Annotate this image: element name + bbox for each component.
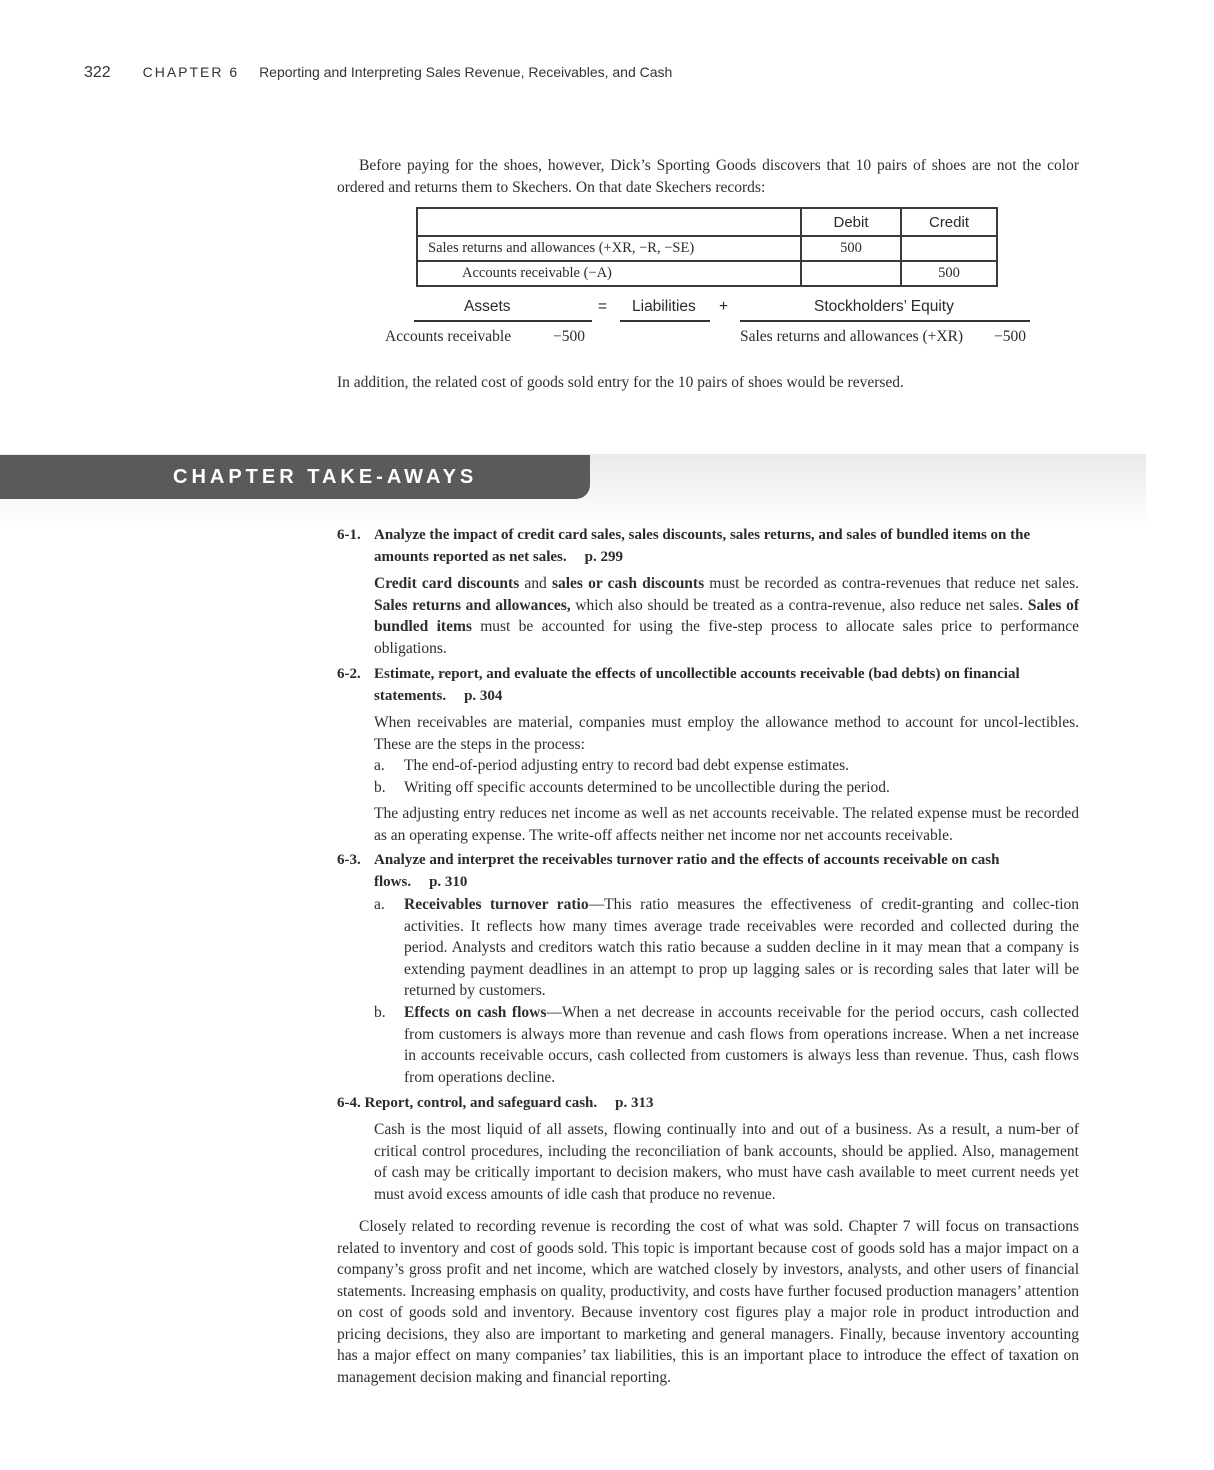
journal-debit: 500 <box>801 236 901 261</box>
reversal-note: In addition, the related cost of goods sold entry for the 10 pairs of shoes would be reversed. <box>337 374 904 391</box>
page-reference: p. 310 <box>429 873 468 890</box>
journal-credit: 500 <box>901 261 997 286</box>
credit-header: Credit <box>901 208 997 236</box>
list-marker: b. <box>374 779 386 796</box>
chapter-label: CHAPTER 6 <box>142 64 240 80</box>
equation-plus: + <box>719 298 729 315</box>
objective-number: 6-1. <box>337 527 361 543</box>
journal-header-row <box>417 208 997 236</box>
chapter-title: Reporting and Interpreting Sales Revenue, Receivables, and Cash <box>259 64 673 80</box>
journal-row <box>417 236 997 261</box>
objective-heading-6-1 <box>337 525 1079 568</box>
objective-title: Estimate, report, and evaluate the effects of uncollectible accounts receivable (bad debts) on financial <box>374 666 1020 682</box>
list-text: —This ratio measures the effectiveness of credit-granting and collec-tion activities. It reflects how many times average trade receivables were recorded and collected during the period. Analysts and creditors watch this ratio because a sudden decline in it may mean that a company is extending payment deadlines in an attempt to prop up lagging sales or is recording sales that later will be returned by customers. <box>404 896 1079 999</box>
closing-paragraph: Closely related to recording revenue is recording the cost of what was sold. Chapter 7 will focus on transactions related to inventory and cost of goods sold. This topic is important because cost of goods sold has a major impact on a company’s gross profit and net income, which are watched closely by investors, analysts, and other users of financial statements. Increasing emphasis on quality, productivity, and costs have further focused production managers’ attention on cost of goods sold and inventory. Because inventory cost figures play a major role in product introduction and pricing decisions, they also are important to marketing and general managers. Finally, because inventory accounting has a major effect on many companies’ tax liabilities, this is an important place to introduce the effect of taxation on management decision making and financial reporting. <box>337 1218 1079 1386</box>
objective-heading-6-3 <box>337 850 1079 893</box>
equation-equity-header: Stockholders’ Equity <box>814 298 954 315</box>
equation-assets-header: Assets <box>464 298 511 315</box>
journal-entry-table <box>416 207 998 287</box>
objective-title: Analyze and interpret the receivables turnover ratio and the effects of accounts receivable on cash <box>374 852 1000 868</box>
objective-number: 6-3. <box>337 852 361 868</box>
objective-body-6-2-cont: The adjusting entry reduces net income as well as net accounts receivable. The related expense must be recorded as an operating expense. The write-off affects neither net income nor net accounts receivable. <box>374 805 1079 844</box>
objective-number: 6-4. <box>337 1095 361 1111</box>
term: Receivables turnover ratio <box>404 896 589 913</box>
debit-header: Debit <box>801 208 901 236</box>
objective-title-cont: statements. <box>374 687 447 704</box>
intro-paragraph: Before paying for the shoes, however, Dick’s Sporting Goods discovers that 10 pairs of shoes are not the color ordered and returns them to Skechers. On that date Skechers records: <box>337 157 1079 196</box>
list-marker: b. <box>374 1004 386 1021</box>
journal-account: Accounts receivable (−A) <box>417 261 801 286</box>
page-reference: p. 304 <box>464 687 503 704</box>
list-item <box>374 755 1079 777</box>
objective-heading-6-4 <box>337 1093 1079 1115</box>
page-reference: p. 299 <box>584 548 623 565</box>
list-text: —When a net decrease in accounts receivable for the period occurs, cash collected from customers is always more than revenue and cash flows from operations increase. When a net increase in accounts receivable occurs, cash collected from customers is always less than revenue. Thus, cash flows from operations decline. <box>404 1004 1079 1086</box>
equation-equity-item: Sales returns and allowances (+XR) <box>740 328 964 345</box>
journal-credit <box>901 236 997 261</box>
running-header <box>84 64 672 82</box>
equity-rule <box>740 320 1030 322</box>
section-banner-title: CHAPTER TAKE-AWAYS <box>173 466 478 488</box>
objective-title: Report, control, and safeguard cash. <box>364 1095 598 1111</box>
objective-body-6-2: When receivables are material, companies must employ the allowance method to account for uncol-lectibles. These are the steps in the process: <box>374 714 1079 753</box>
term: sales or cash discounts <box>551 575 705 592</box>
equation-equals: = <box>598 298 608 315</box>
list-item <box>374 894 1079 1002</box>
objective-title: Analyze the impact of credit card sales, sales discounts, sales returns, and sales of bundled items on the <box>374 527 1031 543</box>
term: Sales of bundled items <box>374 596 1080 635</box>
page-number: 322 <box>84 64 111 81</box>
term: Sales returns and allowances, <box>374 596 571 614</box>
equation-liabilities-header: Liabilities <box>632 298 696 315</box>
journal-row <box>417 261 997 286</box>
list-text: The end-of-period adjusting entry to record bad debt expense estimates. <box>404 757 850 774</box>
objective-body-6-4: Cash is the most liquid of all assets, flowing continually into and out of a business. As a result, a num-ber of critical control procedures, including the reconciliation of bank accounts, should be applied. Also, management of cash may be critically important to decision makers, who must have cash available to meet current needs yet must avoid excess amounts of idle cash that produce no revenue. <box>374 1121 1079 1203</box>
objective-body-6-1 <box>374 573 1079 659</box>
objective-number: 6-2. <box>337 666 361 682</box>
journal-debit <box>801 261 901 286</box>
list-item <box>374 777 1079 799</box>
list-item <box>374 1002 1079 1088</box>
list-marker: a. <box>374 896 385 913</box>
list-text: Writing off specific accounts determined to be uncollectible during the period. <box>404 779 890 796</box>
objective-title-cont: flows. <box>374 873 412 890</box>
text: and <box>519 575 552 592</box>
equation-equity-value: −500 <box>994 328 1026 345</box>
journal-header-blank <box>417 208 801 236</box>
term: Effects on cash flows <box>404 1004 547 1021</box>
objective-title-cont: amounts reported as net sales. <box>374 548 567 565</box>
equation-assets-item: Accounts receivable <box>385 328 512 345</box>
equation-assets-value: −500 <box>553 328 585 345</box>
text: must be recorded as contra-revenues that reduce net sales. <box>704 575 1079 592</box>
page-reference: p. 313 <box>615 1095 654 1111</box>
objective-heading-6-2 <box>337 664 1079 707</box>
list-marker: a. <box>374 757 385 774</box>
term: Credit card discounts <box>374 575 520 592</box>
journal-account: Sales returns and allowances (+XR, −R, −SE) <box>417 236 801 261</box>
text: must be accounted for using the five-step process to allocate sales price to performance obligations. <box>374 618 1079 657</box>
assets-rule <box>414 320 592 322</box>
text: which also should be treated as a contra-revenue, also reduce net sales. <box>570 596 1028 614</box>
liabilities-rule <box>620 320 710 322</box>
